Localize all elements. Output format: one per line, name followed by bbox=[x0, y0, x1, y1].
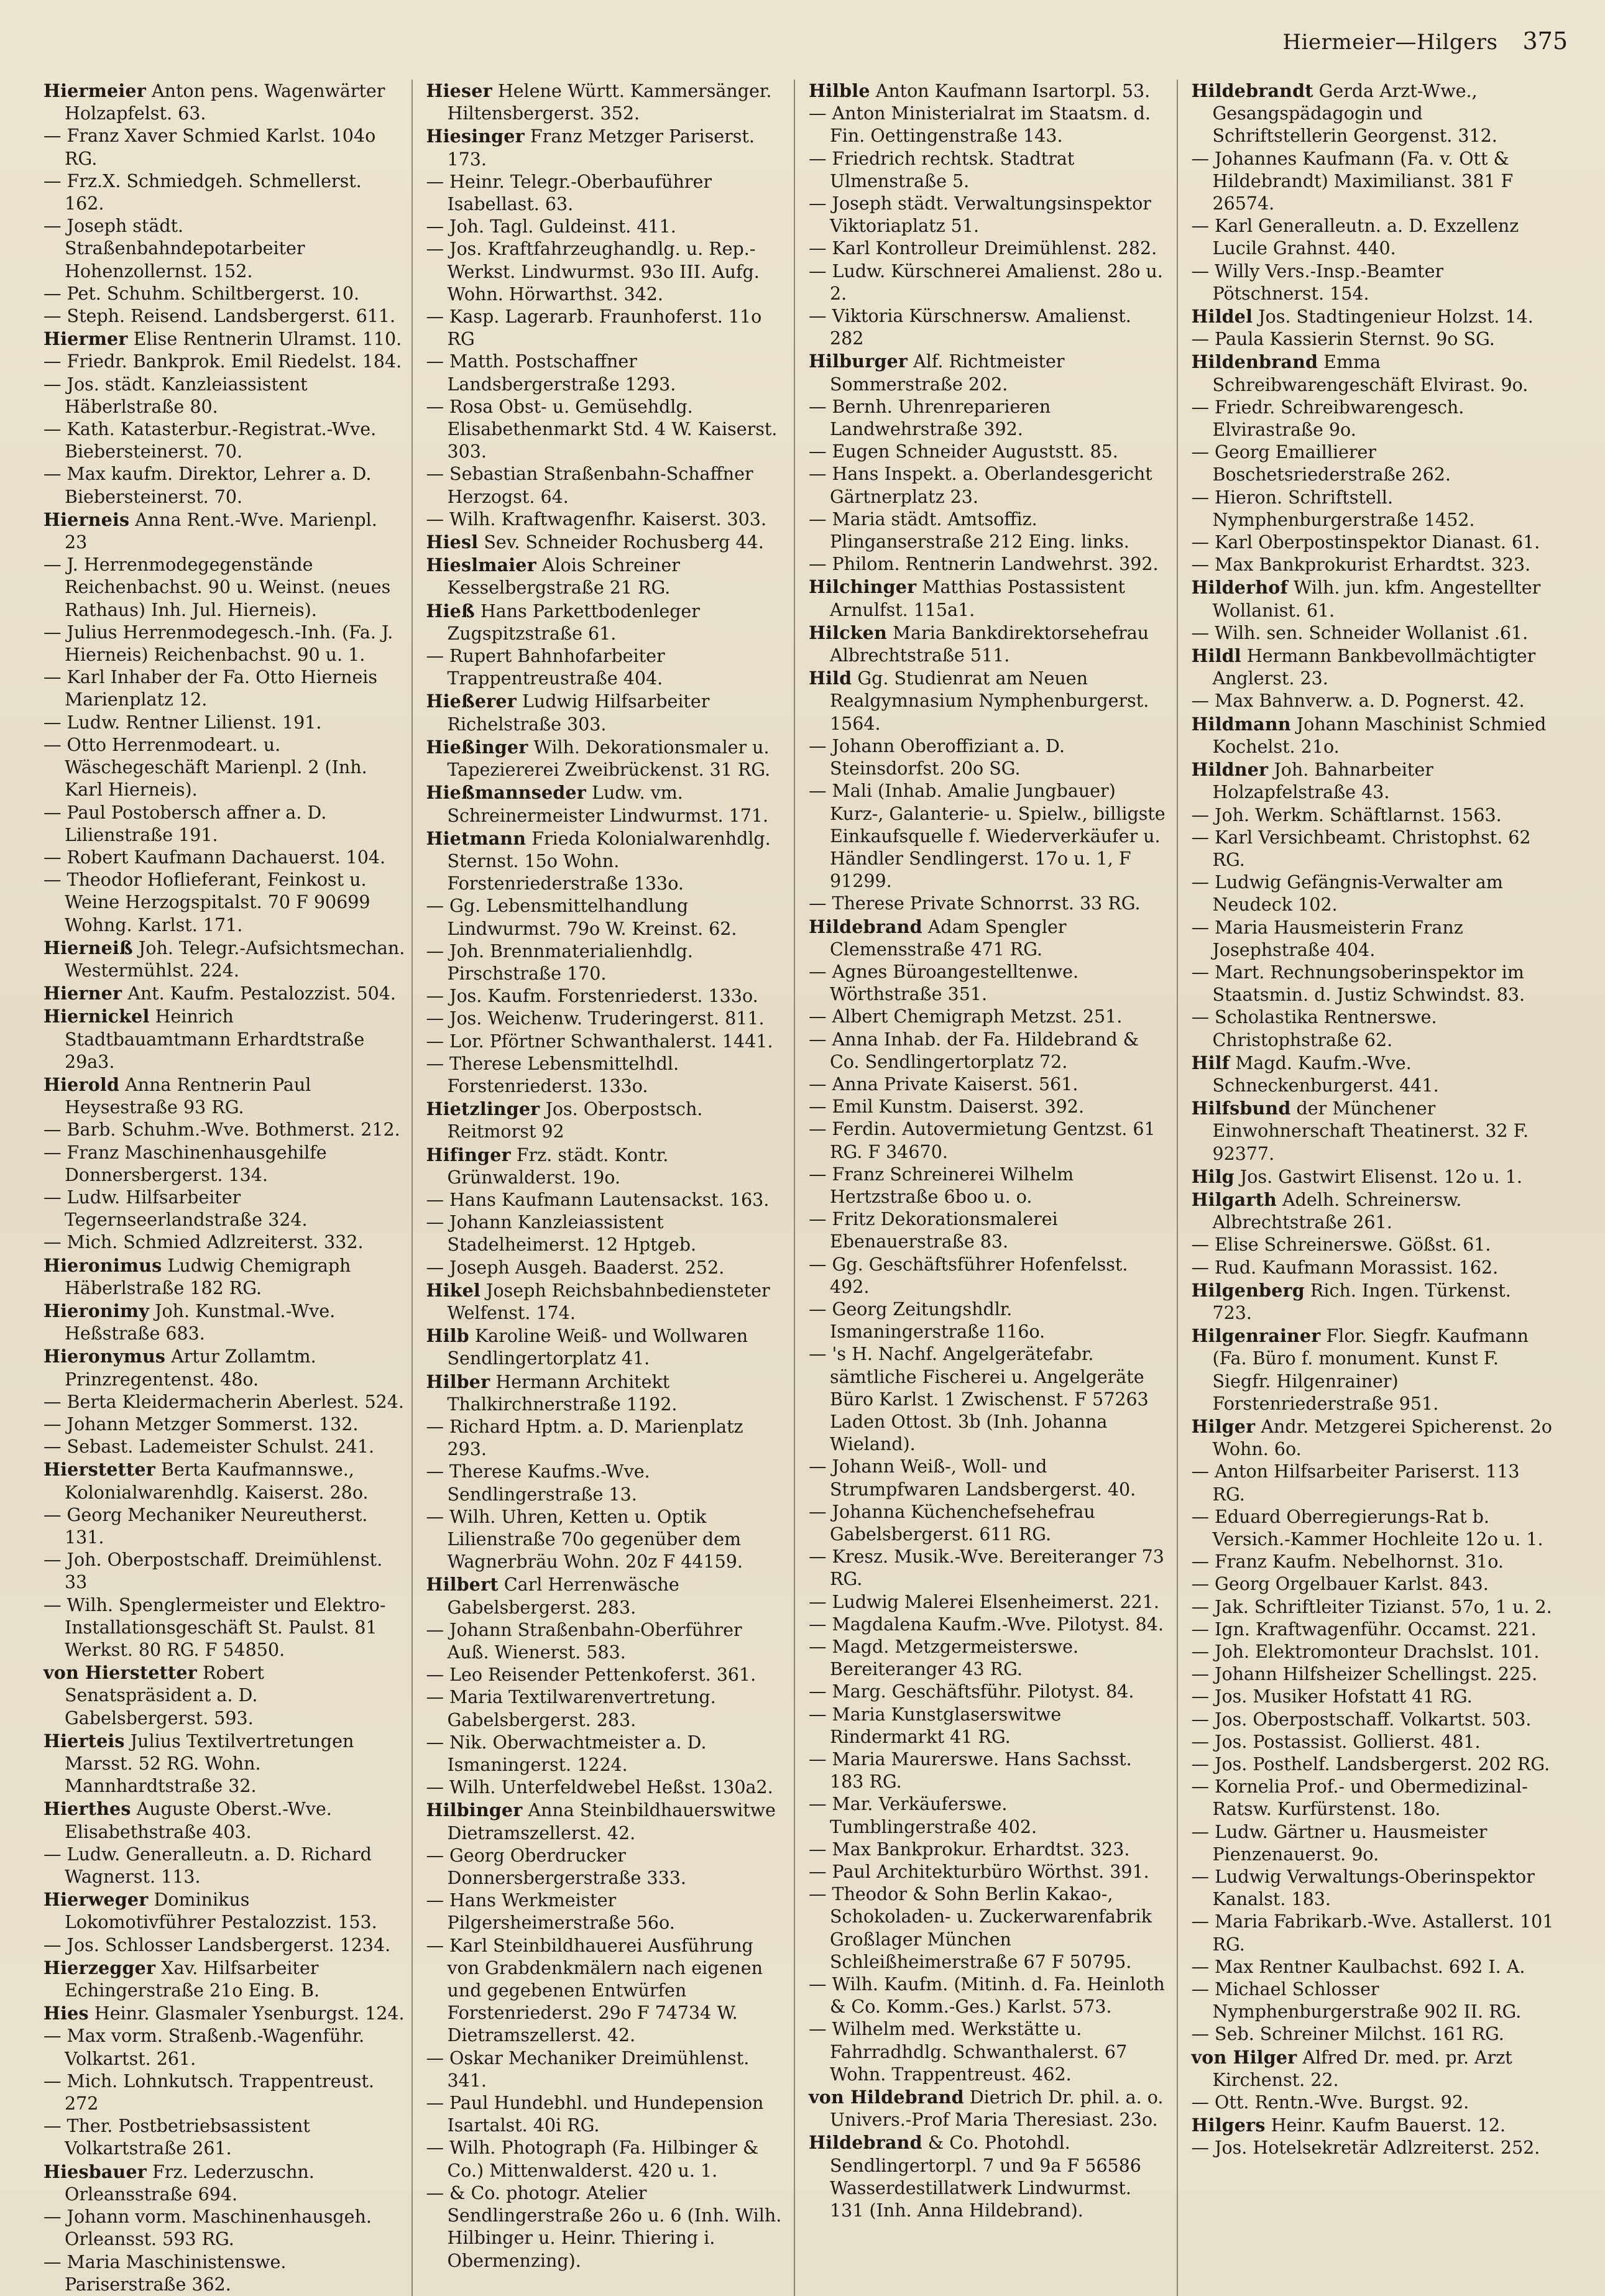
directory-entry: — Gg. Lebensmittelhandlung Lindwurmst. 79o W. Kreinst. 62. bbox=[426, 896, 737, 939]
directory-entry: Hieß Hans Parkettbodenleger Zugspitzstraße 61. bbox=[426, 600, 700, 644]
directory-entry: Hildmann Johann Maschinist Schmied Kochelst. 21o. bbox=[1191, 713, 1547, 757]
column-2 bbox=[426, 80, 796, 2296]
directory-entry: Hietzlinger Jos. Oberpostsch. Reitmorst 92 bbox=[426, 1098, 703, 1142]
directory-entry: — Joh. Oberpostschaff. Dreimühlenst. 33 bbox=[44, 1550, 383, 1593]
directory-entry: — Kasp. Lagerarb. Fraunhoferst. 11o RG bbox=[426, 306, 762, 350]
directory-entry: — Johann Weiß-, Woll- und Strumpfwaren Landsbergerst. 40. bbox=[809, 1456, 1136, 1500]
directory-entry: — Franz Kaufm. Nebelhornst. 31o. bbox=[1191, 1551, 1504, 1573]
directory-entry: — Theodor & Sohn Berlin Kakao-, Schokoladen- u. Zuckerwarenfabrik Großlager München Schleißheimerstraße 67 F 50795. bbox=[809, 1884, 1152, 1972]
directory-entry: — Max Bahnverw. a. D. Pognerst. 42. bbox=[1191, 691, 1525, 712]
directory-entry: — Paul Hundebhl. und Hundepension Isartalst. 40i RG. bbox=[426, 2093, 764, 2136]
directory-entry: — Ludw. Gärtner u. Hausmeister Pienzenauerst. 9o. bbox=[1191, 1821, 1488, 1865]
directory-entry: — Elise Schreinerswe. Gößst. 61. bbox=[1191, 1234, 1491, 1256]
directory-entry: Hierner Ant. Kaufm. Pestalozzist. 504. bbox=[44, 983, 396, 1004]
directory-entry: — Eduard Oberregierungs-Rat b. Versich.-Kammer Hochleite 12o u. 1. bbox=[1191, 1506, 1543, 1550]
directory-entry: Hierteis Julius Textilvertretungen Marsst. 52 RG. Wohn. Mannhardtstraße 32. bbox=[44, 1730, 354, 1797]
directory-entry: — Rupert Bahnhofarbeiter Trappentreustraße 404. bbox=[426, 646, 665, 689]
directory-entry: — Ludw. Kürschnerei Amalienst. 28o u. 2. bbox=[809, 260, 1163, 304]
directory-entry: Hieronymus Artur Zollamtm. Prinzregentenst. 48o. bbox=[44, 1346, 316, 1390]
directory-entry: — Berta Kleidermacherin Aberlest. 524. bbox=[44, 1391, 404, 1412]
directory-entry: — Hans Inspekt. a. Oberlandesgericht Gärtnerplatz 23. bbox=[809, 464, 1152, 507]
directory-entry: — Karl Kontrolleur Dreimühlenst. 282. bbox=[809, 238, 1157, 259]
directory-entry: — Nik. Oberwachtmeister a. D. Ismaningerst. 1224. bbox=[426, 1732, 707, 1776]
directory-entry: — Wilh. Kraftwagenfhr. Kaiserst. 303. bbox=[426, 508, 766, 530]
directory-entry: — Mart. Rechnungsoberinspektor im Staatsmin. d. Justiz Schwindst. 83. bbox=[1191, 962, 1525, 1006]
directory-entry: — J. Herrenmodegegenstände Reichenbachst. 90 u. Weinst. (neues Rathaus) Inh. Jul. Hierneis). bbox=[44, 554, 391, 620]
directory-entry: Hierweger Dominikus Lokomotivführer Pestalozzist. 153. bbox=[44, 1889, 377, 1933]
directory-entry: Hießerer Ludwig Hilfsarbeiter Richelstraße 303. bbox=[426, 691, 710, 735]
directory-entry: — Joh. Tagl. Guldeinst. 411. bbox=[426, 216, 676, 237]
directory-entry: Hierold Anna Rentnerin Paul Heysestraße 93 RG. bbox=[44, 1073, 311, 1118]
directory-entry: Hierthes Auguste Oberst.-Wve. Elisabethstraße 403. bbox=[44, 1798, 332, 1842]
directory-entry: Hieronimy Joh. Kunstmal.-Wve. Heßstraße 683. bbox=[44, 1300, 336, 1344]
directory-entry: — Jos. Hotelsekretär Adlzreiterst. 252. bbox=[1191, 2138, 1540, 2159]
directory-entry: — Karl Inhaber der Fa. Otto Hierneis Marienplatz 12. bbox=[44, 667, 378, 710]
directory-entry: — Barb. Schuhm.-Wve. Bothmerst. 212. bbox=[44, 1119, 400, 1141]
directory-entry: — Ott. Rentn.-Wve. Burgst. 92. bbox=[1191, 2092, 1469, 2113]
directory-entry: — Marg. Geschäftsführ. Pilotyst. 84. bbox=[809, 1681, 1134, 1702]
directory-entry: — Joseph städt. Verwaltungsinspektor Viktoriaplatz 51. bbox=[809, 193, 1151, 237]
directory-entry: — Karl Oberpostinspektor Dianast. 61. bbox=[1191, 532, 1540, 553]
directory-entry: — Gg. Geschäftsführer Hofenfelsst. 492. bbox=[809, 1254, 1128, 1297]
directory-entry: — Wilh. Uhren, Ketten u. Optik Lilienstraße 70o gegenüber dem Wagnerbräu Wohn. 20z F 44159. bbox=[426, 1506, 743, 1573]
directory-entry: — Steph. Reisend. Landsbergerst. 611. bbox=[44, 306, 396, 327]
directory-entry: — Jos. Postassist. Gollierst. 481. bbox=[1191, 1731, 1481, 1752]
directory-entry: — Mar. Verkäuferswe. Tumblingerstraße 402. bbox=[809, 1794, 1037, 1837]
directory-entry: — Jos. Schlosser Landsbergerst. 1234. bbox=[44, 1934, 391, 1955]
directory-entry: Hieronimus Ludwig Chemigraph Häberlstraße 182 RG. bbox=[44, 1254, 351, 1298]
directory-entry: — Max kaufm. Direktor, Lehrer a. D. Biebersteinerst. 70. bbox=[44, 464, 372, 507]
directory-entry: Hild Gg. Studienrat am Neuen Realgymnasium Nymphenburgerst. 1564. bbox=[809, 668, 1149, 734]
directory-entry: — Otto Herrenmodeart. u. Wäschegeschäft Marienpl. 2 (Inh. Karl Hierneis). bbox=[44, 734, 367, 801]
directory-entry: Hildl Hermann Bankbevollmächtigter Anglerst. 23. bbox=[1191, 645, 1536, 689]
directory-entry: — Michael Schlosser Nymphenburgerstraße 902 II. RG. bbox=[1191, 1979, 1522, 2023]
directory-entry: — Anna Inhab. der Fa. Hildebrand & Co. Sendlingertorplatz 72. bbox=[809, 1029, 1139, 1072]
directory-entry: — Wilh. Spenglermeister und Elektro-Installationsgeschäft St. Paulst. 81 Werkst. 80 RG. F 54850. bbox=[44, 1594, 386, 1661]
directory-entry: — Richard Hptm. a. D. Marienplatz 293. bbox=[426, 1416, 743, 1460]
directory-entry: Hierneis Anna Rent.-Wve. Marienpl. 23 bbox=[44, 508, 377, 553]
directory-entry: — Karl Generalleutn. a. D. Exzellenz Lucile Grahnst. 440. bbox=[1191, 216, 1519, 259]
directory-entry: Hifinger Frz. städt. Kontr. Grünwalderst. 19o. bbox=[426, 1144, 669, 1188]
directory-entry: — Therese Kaufms.-Wve. Sendlingerstraße 13. bbox=[426, 1461, 650, 1505]
directory-entry: — Joh. Elektromonteur Drachslst. 101. bbox=[1191, 1642, 1540, 1663]
directory-columns bbox=[44, 80, 1560, 2295]
directory-entry: — Johann Oberoffiziant a. D. Steinsdorfst. 20o SG. bbox=[809, 735, 1065, 779]
directory-entry: Hießinger Wilh. Dekorationsmaler u. Tapeziererei Zweibrückenst. 31 RG. bbox=[426, 736, 771, 781]
directory-entry: — Max Bankprokurist Erhardtst. 323. bbox=[1191, 554, 1531, 576]
directory-entry: — Joseph Ausgeh. Baaderst. 252. bbox=[426, 1257, 725, 1278]
directory-entry: — Ludw. Rentner Lilienst. 191. bbox=[44, 712, 322, 733]
directory-entry: — Franz Xaver Schmied Karlst. 104o RG. bbox=[44, 126, 376, 169]
directory-entry: — Magd. Metzgermeisterswe. Bereiteranger 43 RG. bbox=[809, 1637, 1079, 1680]
directory-entry: Hilbinger Anna Steinbildhauerswitwe Dietramszellerst. 42. bbox=[426, 1799, 776, 1844]
directory-entry: — Rosa Obst- u. Gemüsehdlg. Elisabethenmarkt Std. 4 W. Kaiserst. 303. bbox=[426, 396, 778, 462]
directory-entry: — Wilh. Kaufm. (Mitinh. d. Fa. Heinloth & Co. Komm.-Ges.) Karlst. 573. bbox=[809, 1974, 1165, 2018]
directory-entry: — Agnes Büroangestelltenwe. Wörthstraße 351. bbox=[809, 961, 1078, 1005]
directory-entry: Hildenbrand Emma Schreibwarengeschäft Elvirast. 9o. bbox=[1191, 351, 1529, 395]
directory-entry: — Sebast. Lademeister Schulst. 241. bbox=[44, 1436, 375, 1458]
page-number: 375 bbox=[1522, 27, 1568, 55]
directory-entry: — Joseph städt. Straßenbahndepotarbeiter Hohenzollernst. 152. bbox=[44, 216, 305, 282]
directory-entry: — Robert Kaufmann Dachauerst. 104. bbox=[44, 847, 386, 868]
directory-entry: Hilber Hermann Architekt Thalkirchnerstraße 1192. bbox=[426, 1371, 678, 1415]
directory-entry: — Jos. Musiker Hofstatt 41 RG. bbox=[1191, 1686, 1473, 1707]
directory-entry: — Johann Hilfsheizer Schellingst. 225. bbox=[1191, 1664, 1538, 1685]
directory-entry: Hilderhof Wilh. jun. kfm. Angestellter Wollanist. 61. bbox=[1191, 577, 1541, 621]
directory-entry: von Hildebrand Dietrich Dr. phil. a. o. Univers.-Prof Maria Theresiast. 23o. bbox=[809, 2087, 1164, 2131]
directory-entry: — Max vorm. Straßenb.-Wagenführ. Volkartst. 261. bbox=[44, 2026, 365, 2069]
directory-entry: — Sebastian Straßenbahn-Schaffner Herzogst. 64. bbox=[426, 464, 753, 507]
directory-entry: Hilgenberg Rich. Ingen. Türkenst. 723. bbox=[1191, 1279, 1511, 1323]
directory-entry: — Ign. Kraftwagenführ. Occamst. 221. bbox=[1191, 1619, 1537, 1640]
directory-entry: — Johann Kanzleiassistent Stadelheimerst. 12 Hptgeb. bbox=[426, 1212, 697, 1256]
directory-entry: — Anton Hilfsarbeiter Pariserst. 113 RG. bbox=[1191, 1461, 1520, 1505]
directory-entry: Hierzegger Xav. Hilfsarbeiter Echingerstraße 21o Eing. B. bbox=[44, 1957, 320, 2001]
directory-entry: — Matth. Postschaffner Landsbergerstraße 1293. bbox=[426, 351, 676, 395]
directory-entry: — Jos. städt. Kanzleiassistent Häberlstraße 80. bbox=[44, 374, 308, 417]
directory-entry: Hilbert Carl Herrenwäsche Gabelsbergerst. 283. bbox=[426, 1574, 679, 1618]
directory-entry: — Wilhelm med. Werkstätte u. Fahrradhdlg. Schwanthalerst. 67 Wohn. Trappentreust. 462. bbox=[809, 2019, 1128, 2085]
directory-entry: — Willy Vers.-Insp.-Beamter Pötschnerst. 154. bbox=[1191, 260, 1444, 304]
directory-entry: — Jos. Oberpostschaff. Volkartst. 503. bbox=[1191, 1709, 1532, 1730]
directory-entry: — Mali (Inhab. Amalie Jungbauer) Kurz-, Galanterie- u. Spielw., billigste Einkaufsquelle f. Wiederverkäufer u. Händler Sendlingerst. 17o u. 1, F 91299. bbox=[809, 781, 1166, 892]
directory-entry: — Leo Reisender Pettenkoferst. 361. bbox=[426, 1665, 757, 1686]
directory-entry: Hildebrandt Gerda Arzt-Wwe., Gesangspädagogin und Schriftstellerin Georgenst. 312. bbox=[1191, 80, 1497, 147]
directory-entry: — Heinr. Telegr.-Oberbauführer Isabellast. 63. bbox=[426, 171, 712, 215]
directory-entry: — Wilh. sen. Schneider Wollanist .61. bbox=[1191, 622, 1529, 643]
directory-entry: — Maria Textilwarenvertretung. Gabelsbergerst. 283. bbox=[426, 1687, 716, 1730]
directory-entry: — Ther. Postbetriebsassistent Volkartstraße 261. bbox=[44, 2116, 310, 2159]
directory-entry: Hildebrand Adam Spengler Clemensstraße 471 RG. bbox=[809, 916, 1067, 960]
directory-entry: — Fritz Dekorationsmalerei Ebenauerstraße 83. bbox=[809, 1209, 1058, 1252]
directory-entry: Hilgers Heinr. Kaufm Bauerst. 12. bbox=[1191, 2115, 1506, 2136]
directory-entry: Hilg Jos. Gastwirt Elisenst. 12o u. 1. bbox=[1191, 1165, 1522, 1187]
directory-entry: — Maria Hausmeisterin Franz Josephstraße 404. bbox=[1191, 917, 1463, 960]
directory-entry: — Pet. Schuhm. Schiltbergerst. 10. bbox=[44, 283, 360, 304]
directory-entry: Hilger Andr. Metzgerei Spicherenst. 2o Wohn. 6o. bbox=[1191, 1415, 1552, 1460]
directory-entry: — Franz Schreinerei Wilhelm Hertzstraße 6boo u. o. bbox=[809, 1164, 1074, 1207]
directory-entry: — Theodor Hoflieferant, Feinkost u. Weine Herzogspitalst. 70 F 90699 Wohng. Karlst. 171. bbox=[44, 870, 370, 935]
directory-entry: Hiesinger Franz Metzger Pariserst. 173. bbox=[426, 126, 755, 170]
directory-entry: — Max Bankprokur. Erhardtst. 323. bbox=[809, 1839, 1130, 1860]
directory-entry: Hießmannseder Ludw. vm. Schreinermeister Lindwurmst. 171. bbox=[426, 782, 769, 826]
page-header bbox=[1282, 27, 1568, 55]
directory-entry: Hierstetter Berta Kaufmannswe., Kolonialwarenhdlg. Kaiserst. 28o. bbox=[44, 1459, 369, 1503]
directory-entry: — Joh. Brennmaterialienhdlg. Pirschstraße 170. bbox=[426, 940, 693, 984]
directory-entry: — Ludwig Gefängnis-Verwalter am Neudeck 102. bbox=[1191, 872, 1503, 916]
running-title: Hiermeier—Hilgers bbox=[1282, 30, 1498, 55]
directory-entry: — Jos. Posthelf. Landsbergerst. 202 RG. bbox=[1191, 1754, 1550, 1775]
directory-entry: Hilcken Maria Bankdirektorsehefrau Albrechtstraße 511. bbox=[809, 622, 1149, 666]
directory-entry: — Maria Fabrikarb.-Wve. Astallerst. 101 RG. bbox=[1191, 1911, 1554, 1955]
directory-entry: — Philom. Rentnerin Landwehrst. 392. bbox=[809, 554, 1159, 575]
directory-entry: — Maria Kunstglaserswitwe Rindermarkt 41 RG. bbox=[809, 1704, 1062, 1747]
directory-entry: — Johannes Kaufmann (Fa. v. Ott & Hildebrandt) Maximilianst. 381 F 26574. bbox=[1191, 148, 1514, 214]
column-1 bbox=[44, 80, 413, 2296]
directory-entry: — Lor. Pförtner Schwanthalerst. 1441. bbox=[426, 1031, 773, 1052]
directory-entry: — Kresz. Musik.-Wve. Bereiteranger 73 RG. bbox=[809, 1546, 1164, 1590]
directory-entry: — Seb. Schreiner Milchst. 161 RG. bbox=[1191, 2024, 1504, 2045]
directory-entry: — Maria städt. Amtsoffiz. Plinganserstraße 212 Eing. links. bbox=[809, 508, 1129, 553]
directory-entry: — Wilh. Unterfeldwebel Heßst. 130a2. bbox=[426, 1777, 773, 1798]
directory-entry: — Ludwig Verwaltungs-Oberinspektor Kanalst. 183. bbox=[1191, 1867, 1535, 1910]
directory-entry: Hilfsbund der Münchener Einwohnerschaft Theatinerst. 32 F. 92377. bbox=[1191, 1098, 1529, 1164]
directory-entry: — Julius Herrenmodegesch.-Inh. (Fa. J. Hierneis) Reichenbachst. 90 u. 1. bbox=[44, 622, 393, 666]
directory-entry: — Johann Metzger Sommerst. 132. bbox=[44, 1413, 359, 1435]
directory-entry: Hiernickel Heinrich Stadtbauamtmann Erhardtstraße 29a3. bbox=[44, 1006, 365, 1072]
directory-entry: Hiesl Sev. Schneider Rochusberg 44. bbox=[426, 531, 764, 553]
directory-entry: — Jos. Kaufm. Forstenriederst. 133o. bbox=[426, 986, 758, 1007]
directory-entry: — Ludw. Hilfsarbeiter Tegernseerlandstraße 324. bbox=[44, 1187, 308, 1231]
directory-entry: — Paul Architekturbüro Wörthst. 391. bbox=[809, 1862, 1149, 1883]
directory-entry: — Johann vorm. Maschinenhausgeh. Orleansst. 593 RG. bbox=[44, 2206, 372, 2250]
directory-entry: Hilble Anton Kaufmann Isartorpl. 53. bbox=[809, 80, 1151, 101]
directory-entry: — Karl Steinbildhauerei Ausführung von Grabdenkmälern nach eigenen und gegebenen Entwürfen Forstenriederst. 29o F 74734 W. Dietramszellerst. 42. bbox=[426, 1935, 763, 2046]
directory-entry: — Georg Oberdrucker Donnersbergerstraße 333. bbox=[426, 1845, 686, 1889]
directory-entry: Hilburger Alf. Richtmeister Sommerstraße 202. bbox=[809, 351, 1065, 395]
directory-entry: — Hans Kaufmann Lautensackst. 163. bbox=[426, 1189, 770, 1210]
directory-entry: — Paul Postobersch affner a. D. Lilienstraße 191. bbox=[44, 802, 327, 845]
directory-entry: Hies Heinr. Glasmaler Ysenburgst. 124. bbox=[44, 2003, 405, 2024]
directory-entry: — Max Rentner Kaulbachst. 692 I. A. bbox=[1191, 1956, 1525, 1977]
directory-entry: — 's H. Nachf. Angelgerätefabr. sämtliche Fischerei u. Angelgeräte Büro Karlst. 1 Zwischenst. F 57263 Laden Ottost. 3b (Inh. Johanna Wieland). bbox=[809, 1344, 1149, 1455]
directory-entry: — Georg Emaillierer Boschetsriederstraße 262. bbox=[1191, 442, 1451, 485]
directory-entry: — Anton Ministerialrat im Staatsm. d. Fin. Oettingenstraße 143. bbox=[809, 103, 1151, 147]
directory-entry: Hiesbauer Frz. Lederzuschn. Orleansstraße 694. bbox=[44, 2161, 315, 2205]
directory-entry: — Hans Werkmeister Pilgersheimerstraße 56o. bbox=[426, 1890, 675, 1934]
directory-entry: Hildel Jos. Stadtingenieur Holzst. 14. bbox=[1191, 306, 1534, 328]
directory-entry: — Mich. Schmied Adlzreiterst. 332. bbox=[44, 1232, 364, 1253]
directory-entry: Hiermeier Anton pens. Wagenwärter Holzapfelst. 63. bbox=[44, 80, 385, 124]
directory-entry: — Johann Straßenbahn-Oberführer Auß. Wienerst. 583. bbox=[426, 1619, 742, 1663]
directory-entry: — Friedrich rechtsk. Stadtrat Ulmenstraße 5. bbox=[809, 148, 1075, 191]
directory-entry: — Ludw. Generalleutn. a. D. Richard Wagnerst. 113. bbox=[44, 1844, 372, 1888]
directory-entry: — Joh. Werkm. Schäftlarnst. 1563. bbox=[1191, 804, 1502, 825]
directory-entry: — Therese Private Schnorrst. 33 RG. bbox=[809, 893, 1141, 914]
directory-entry: — Georg Zeitungshdlr. Ismaningerstraße 116o. bbox=[809, 1298, 1046, 1343]
directory-entry: — Ferdin. Autovermietung Gentzst. 61 RG. F 34670. bbox=[809, 1119, 1156, 1162]
directory-entry: Hildebrand & Co. Photohdl. Sendlingertorpl. 7 und 9a F 56586 Wasserdestillatwerk Lindwurmst. 131 (Inh. Anna Hildebrand). bbox=[809, 2132, 1141, 2221]
directory-entry: — Viktoria Kürschnersw. Amalienst. 282 bbox=[809, 306, 1131, 349]
directory-entry: Hilchinger Matthias Postassistent Arnulfst. 115a1. bbox=[809, 576, 1125, 620]
directory-entry: Hikel Joseph Reichsbahnbediensteter Welfenst. 174. bbox=[426, 1279, 770, 1323]
directory-entry: — Franz Maschinenhausgehilfe Donnersbergerst. 134. bbox=[44, 1142, 327, 1185]
directory-entry: — Georg Mechaniker Neureutherst. 131. bbox=[44, 1504, 368, 1548]
directory-entry: Hieser Helene Württ. Kammersänger. Hiltensbergerst. 352. bbox=[426, 80, 772, 124]
directory-entry: Hilf Magd. Kaufm.-Wve. Schneckenburgerst. 441. bbox=[1191, 1052, 1439, 1096]
directory-entry: — Paula Kassierin Sternst. 9o SG. bbox=[1191, 329, 1495, 350]
directory-entry: — Maria Maurerswe. Hans Sachsst. 183 RG. bbox=[809, 1749, 1132, 1793]
directory-entry: — Karl Versichbeamt. Christophst. 62 RG. bbox=[1191, 827, 1531, 870]
directory-entry: Hieslmaier Alois Schreiner Kesselbergstraße 21 RG. bbox=[426, 554, 680, 599]
directory-entry: von Hilger Alfred Dr. med. pr. Arzt Kirchenst. 22. bbox=[1191, 2046, 1512, 2090]
directory-entry: — Georg Orgelbauer Karlst. 843. bbox=[1191, 1574, 1489, 1595]
directory-entry: — Friedr. Schreibwarengesch. Elvirastraße 9o. bbox=[1191, 397, 1465, 441]
directory-entry: — Bernh. Uhrenreparieren Landwehrstraße 392. bbox=[809, 396, 1051, 440]
directory-entry: — Frz.X. Schmiedgeh. Schmellerst. 162. bbox=[44, 170, 362, 214]
directory-entry: von Hierstetter Robert Senatspräsident a. D. Gabelsbergerst. 593. bbox=[44, 1662, 264, 1729]
directory-entry: — Magdalena Kaufm.-Wve. Pilotyst. 84. bbox=[809, 1614, 1164, 1635]
directory-entry: — Maria Maschinistenswe. Pariserstraße 362. bbox=[44, 2251, 287, 2295]
directory-entry: — Anna Private Kaiserst. 561. bbox=[809, 1073, 1078, 1095]
directory-entry: Hierneiß Joh. Telegr.-Aufsichtsmechan. Westermühlst. 224. bbox=[44, 937, 405, 981]
directory-entry: Hilgenrainer Flor. Siegfr. Kaufmann (Fa. Büro f. monument. Kunst F. Siegfr. Hilgenrainer) Forstenriederstraße 951. bbox=[1191, 1325, 1529, 1414]
directory-entry: — Rud. Kaufmann Morassist. 162. bbox=[1191, 1257, 1499, 1278]
directory-entry: — Kornelia Prof.- und Obermedizinal-Ratsw. Kurfürstenst. 18o. bbox=[1191, 1776, 1528, 1820]
directory-entry: — Hieron. Schriftstell. Nymphenburgerstraße 1452. bbox=[1191, 487, 1475, 530]
directory-entry: Hietmann Frieda Kolonialwarenhdlg. Sternst. 15o Wohn. Forstenriederstraße 133o. bbox=[426, 827, 771, 894]
directory-entry: Hilgarth Adelh. Schreinersw. Albrechtstraße 261. bbox=[1191, 1188, 1462, 1233]
directory-entry: — Oskar Mechaniker Dreimühlenst. 341. bbox=[426, 2047, 750, 2091]
directory-entry: — Friedr. Bankprok. Emil Riedelst. 184. bbox=[44, 351, 402, 372]
directory-entry: Hilb Karoline Weiß- und Wollwaren Sendlingertorplatz 41. bbox=[426, 1325, 748, 1369]
directory-entry: — Albert Chemigraph Metzst. 251. bbox=[809, 1006, 1123, 1027]
directory-entry: — Therese Lebensmittelhdl. Forstenriederst. 133o. bbox=[426, 1053, 679, 1096]
directory-entry: Hiermer Elise Rentnerin Ulramst. 110. bbox=[44, 328, 402, 350]
directory-entry: — Eugen Schneider Auguststt. 85. bbox=[809, 441, 1118, 462]
directory-entry: — Jak. Schriftleiter Tizianst. 57o, 1 u. 2. bbox=[1191, 1596, 1552, 1617]
directory-entry: — Jos. Kraftfahrzeughandlg. u. Rep.-Werkst. Lindwurmst. 93o III. Aufg. Wohn. Hörwarthst. 342. bbox=[426, 239, 760, 305]
directory-entry: — & Co. photogr. Atelier Sendlingerstraße 26o u. 6 (Inh. Wilh. Hilbinger u. Heinr. Thiering i. Obermenzing). bbox=[426, 2182, 782, 2271]
directory-entry: — Ludwig Malerei Elsenheimerst. 221. bbox=[809, 1591, 1159, 1612]
directory-entry: — Kath. Katasterbur.-Registrat.-Wve. Biebersteinerst. 70. bbox=[44, 419, 377, 462]
directory-entry: — Wilh. Photograph (Fa. Hilbinger & Co.) Mittenwalderst. 420 u. 1. bbox=[426, 2138, 759, 2181]
directory-entry: — Jos. Weichenw. Truderingerst. 811. bbox=[426, 1008, 765, 1029]
directory-entry: — Johanna Küchenchefsehefrau Gabelsbergerst. 611 RG. bbox=[809, 1501, 1095, 1545]
directory-entry: — Scholastika Rentnerswe. Christophstraße 62. bbox=[1191, 1007, 1437, 1050]
directory-entry: — Emil Kunstm. Daiserst. 392. bbox=[809, 1096, 1085, 1118]
column-4 bbox=[1192, 80, 1561, 2296]
column-3 bbox=[809, 80, 1178, 2296]
directory-entry: — Mich. Lohnkutsch. Trappentreust. 272 bbox=[44, 2070, 374, 2115]
directory-entry: Hildner Joh. Bahnarbeiter Holzapfelstraße 43. bbox=[1191, 759, 1433, 803]
